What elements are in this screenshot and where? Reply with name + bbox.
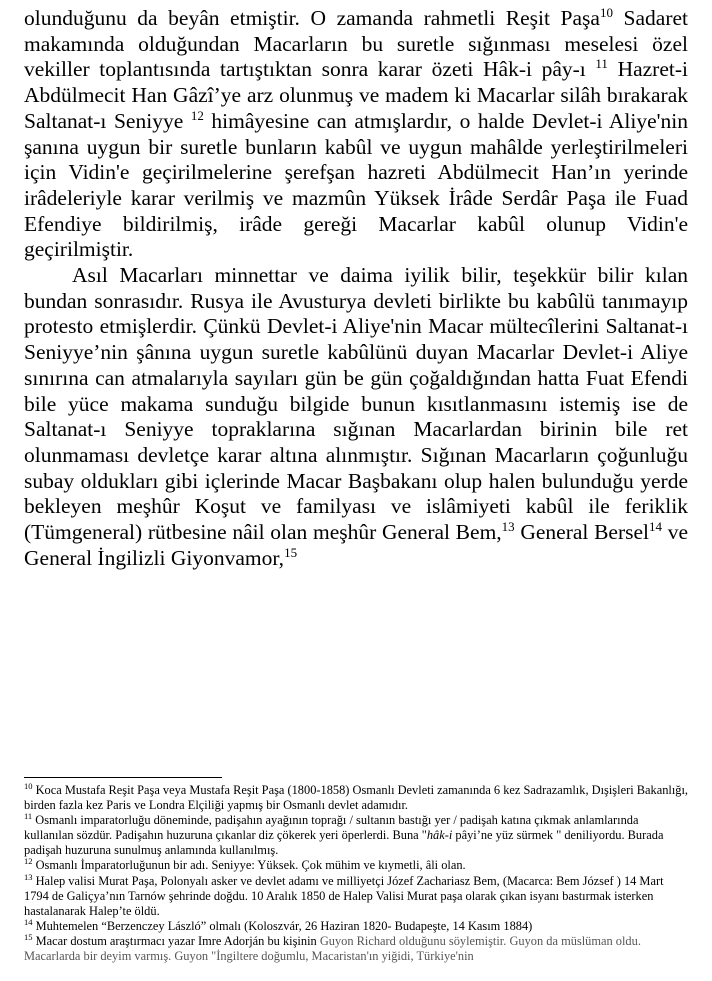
- footnote-ref-10[interactable]: 10: [599, 4, 613, 20]
- text-span: Asıl Macarları minnettar ve daima iyilik bilir, teşekkür bilir kılan bundan sonrasıdır. Rusya ile Avusturya devleti birlikte bu kabûlü tanımayıp protesto etmişlerdir. Çünkü Devlet-i Aliye'nin Macar mültecîlerini Saltanat-ı Seniyye’nin şânına uygun suretle kabûlünü duyan Macarlar Devlet-i Aliye sınırına can atmalarıyla sayıları gün be gün çoğaldığından hatta Fuat Efendi bile yüce makama sunduğu bilgide bunun kısıtlanmasını istemiş ise de Saltanat-ı Seniyye topraklarına sığınan Macarlardan birinin bile ret olunmaması devletçe karar altına alınmıştır. Sığınan Macarların çoğunluğu subay oldukları gibi içlerinde Macar Başbakanı olup halen bulunduğu yerde bekleyen meşhûr Koşut ve familyası ve islâmiyeti kabûl ile feriklik (Tümgeneral) rütbesine nâil olan meşhûr General Bem,: [24, 263, 688, 545]
- footnote-11: [24, 813, 688, 858]
- text-span: ve General İngilizli Giyonvamor,: [24, 520, 688, 570]
- footnote-text: Muhtemelen “Berzenczey László” olmalı (Koloszvár, 26 Haziran 1820- Budapeşte, 14 Kasım 1884): [32, 918, 533, 933]
- footnote-separator: [24, 777, 222, 778]
- footnote-text: Osmanlı İmparatorluğunun bir adı. Seniyye: Yüksek. Çok mühim ve kıymetli, âli olan.: [32, 858, 466, 873]
- footnote-italic-term: hâk-i: [426, 828, 453, 843]
- footnote-15: [24, 931, 688, 964]
- paragraph-2: [24, 263, 688, 571]
- footnote-text: pâyi’ne yüz sürmek " deniliyordu. Burada padişah huzuruna sunulmuş anlamında kullanılmış.: [24, 828, 664, 858]
- footnote-ref-13[interactable]: 13: [501, 518, 515, 534]
- footnote-12: [24, 858, 688, 873]
- footnote-text: Osmanlı imparatorluğu döneminde, padişahın ayağının toprağı / sultanın bastığı yer / padişah katına çıkmak anlamlarında kullanılan sözdür. Padişahın huzuruna çıkanlar diz çökerek yeri öperlerdi. Buna ": [24, 813, 639, 843]
- paragraph-1: [24, 6, 688, 263]
- footnotes: [24, 780, 689, 964]
- text-span: General Bersel: [514, 520, 650, 545]
- footnote-text: Macar dostum araştırmacı yazar Imre Adorján bu kişinin: [32, 933, 320, 948]
- footnote-text: Koca Mustafa Reşit Paşa veya Mustafa Reşit Paşa (1800-1858) Osmanlı Devleti zamanında 6 kez Sadrazamlık, Dışişleri Bakanlığı, birden fazla kez Paris ve Londra Elçiliği yapmış bir Osmanlı devlet adamıdır.: [24, 783, 689, 813]
- footnote-ref-14[interactable]: 14: [649, 518, 663, 534]
- footnote-number: 15: [24, 931, 33, 942]
- text-span: olunduğunu da beyân etmiştir. O zamanda rahmetli Reşit Paşa: [24, 6, 600, 30]
- footnote-text-gray: Guyon Richard olduğunu söylemiştir. Guyon da müslüman oldu. Macarlarda bir deyim varmış. Guyon "İngiltere doğumlu, Macaristan'ın yiğidi, Türkiye'nin: [24, 933, 641, 964]
- text-span: Hazret-i Abdülmecit Han Gâzî’ye arz olunmuş ve madem ki Macarlar silâh bırakarak Saltanat-ı Seniyye: [24, 57, 688, 133]
- footnote-ref-15[interactable]: 15: [284, 544, 298, 560]
- footnote-number: 13: [24, 871, 33, 882]
- footnote-14: [24, 916, 688, 934]
- body-text: [24, 6, 688, 571]
- footnote-ref-11[interactable]: 11: [595, 56, 608, 72]
- footnote-13: [24, 871, 688, 919]
- footnote-text: Halep valisi Murat Paşa, Polonyalı asker ve devlet adamı ve milliyetçi Józef Zachariasz Bem, (Macarca: Bem József ) 14 Mart 1794 de Galiçya’nın Tarnów şehrinde doğdu. 10 Aralık 1850 de Halep Valisi Murat paşa olarak çıkan isyanı bastırmak isterken hastalanarak Halep’te öldü.: [24, 873, 664, 918]
- document-page: [24, 6, 688, 571]
- text-span: himâyesine can atmışlardır, o halde Devlet-i Aliye'nin şanına uygun bir suretle bunların kabûl ve uygun mahâlde yerleştirilmeleri için Vidin'e geçirilmelerine şerefşan hazreti Abdülmecit Han’ın yerinde irâdeleriyle karar verilmiş ve mazmûn Yüksek İrâde Serdâr Paşa ile Fuad Efendiye bildirilmiş, irâde gereği Macarlar kabûl olunup Vidin'e geçirilmiştir.: [24, 108, 688, 262]
- footnote-number: 10: [24, 780, 33, 791]
- footnote-number: 12: [24, 856, 33, 867]
- footnote-number: 11: [24, 811, 33, 822]
- footnote-10: [24, 780, 689, 813]
- footnote-number: 14: [24, 916, 33, 927]
- footnote-ref-12[interactable]: 12: [190, 107, 204, 123]
- text-span: Sadaret makamında olduğundan Macarların bu suretle sığınması meselesi özel vekiller toplantısında tartıştıktan sonra karar özeti Hâk-i pây-ı: [24, 6, 688, 82]
